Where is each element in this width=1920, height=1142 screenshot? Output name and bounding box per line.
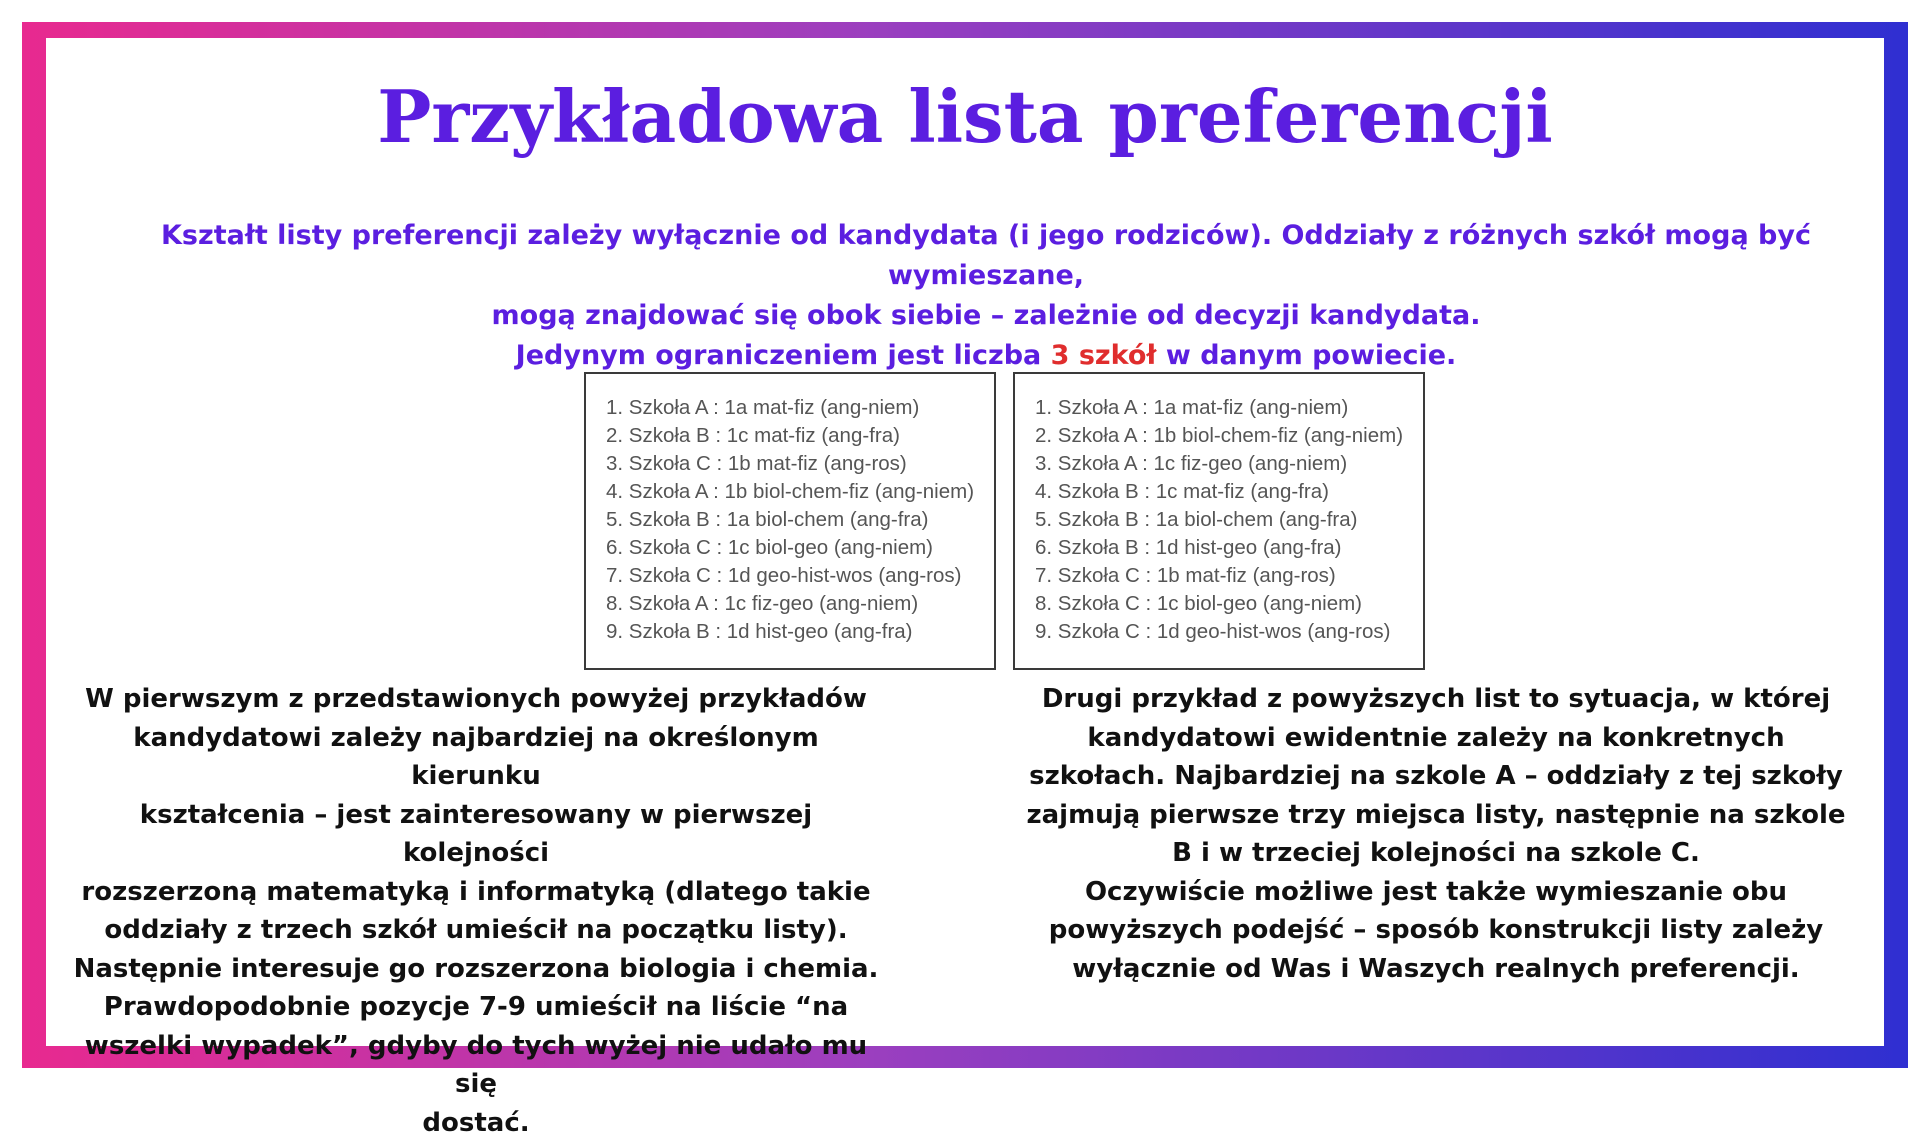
list-item: 6. Szkoła C : 1c biol-geo (ang-niem) xyxy=(586,534,994,562)
preference-list-left xyxy=(584,372,996,670)
slide-title: Przykładowa lista preferencji xyxy=(46,74,1884,159)
list-item: 8. Szkoła C : 1c biol-geo (ang-niem) xyxy=(1015,590,1423,618)
paragraph-line: kandydatowi zależy najbardziej na określonym kierunku xyxy=(66,719,886,796)
intro-text xyxy=(86,216,1886,376)
list-item: 1. Szkoła A : 1a mat-fiz (ang-niem) xyxy=(1015,394,1423,422)
paragraph-line: wszelki wypadek”, gdyby do tych wyżej nie udało mu się xyxy=(66,1027,886,1104)
paragraph-line: kandydatowi ewidentnie zależy na konkretnych xyxy=(1006,719,1866,758)
paragraph-line: Drugi przykład z powyższych list to sytuacja, w której xyxy=(1006,680,1866,719)
preference-list-right xyxy=(1013,372,1425,670)
intro-line-3 xyxy=(86,336,1886,376)
list-item: 7. Szkoła C : 1b mat-fiz (ang-ros) xyxy=(1015,562,1423,590)
paragraph-line: wyłącznie od Was i Waszych realnych preferencji. xyxy=(1006,950,1866,989)
list-item: 9. Szkoła B : 1d hist-geo (ang-fra) xyxy=(586,618,994,646)
paragraph-line: zajmują pierwsze trzy miejsca listy, następnie na szkole xyxy=(1006,796,1866,835)
list-item: 4. Szkoła B : 1c mat-fiz (ang-fra) xyxy=(1015,478,1423,506)
intro-line-3-after: w danym powiecie. xyxy=(1156,340,1456,371)
list-item: 5. Szkoła B : 1a biol-chem (ang-fra) xyxy=(586,506,994,534)
list-item: 2. Szkoła A : 1b biol-chem-fiz (ang-niem) xyxy=(1015,422,1423,450)
list-right-items xyxy=(1015,374,1423,646)
paragraph-line: kształcenia – jest zainteresowany w pierwszej kolejności xyxy=(66,796,886,873)
paragraph-line: dostać. xyxy=(66,1104,886,1142)
intro-line-1: Kształt listy preferencji zależy wyłącznie od kandydata (i jego rodziców). Oddziały z różnych szkół mogą być wymieszane, xyxy=(86,216,1886,296)
paragraph-line: Następnie interesuje go rozszerzona biologia i chemia. xyxy=(66,950,886,989)
list-item: 3. Szkoła C : 1b mat-fiz (ang-ros) xyxy=(586,450,994,478)
explanation-left xyxy=(66,680,886,1142)
paragraph-line: oddziały z trzech szkół umieścił na początku listy). xyxy=(66,911,886,950)
list-item: 3. Szkoła A : 1c fiz-geo (ang-niem) xyxy=(1015,450,1423,478)
gradient-frame xyxy=(22,22,1908,1068)
intro-line-2: mogą znajdować się obok siebie – zależnie od decyzji kandydata. xyxy=(86,296,1886,336)
paragraph-line: B i w trzeciej kolejności na szkole C. xyxy=(1006,834,1866,873)
list-item: 2. Szkoła B : 1c mat-fiz (ang-fra) xyxy=(586,422,994,450)
paragraph-line: powyższych podejść – sposób konstrukcji listy zależy xyxy=(1006,911,1866,950)
list-item: 8. Szkoła A : 1c fiz-geo (ang-niem) xyxy=(586,590,994,618)
explanation-right xyxy=(1006,680,1866,988)
list-item: 9. Szkoła C : 1d geo-hist-wos (ang-ros) xyxy=(1015,618,1423,646)
paragraph-line: W pierwszym z przedstawionych powyżej przykładów xyxy=(66,680,886,719)
paragraph-line: Prawdopodobnie pozycje 7-9 umieścił na liście “na xyxy=(66,988,886,1027)
paragraph-line: rozszerzoną matematyką i informatyką (dlatego takie xyxy=(66,873,886,912)
paragraph-line: Oczywiście możliwe jest także wymieszanie obu xyxy=(1006,873,1866,912)
intro-highlight: 3 szkół xyxy=(1051,340,1157,371)
intro-line-3-before: Jedynym ograniczeniem jest liczba xyxy=(516,340,1051,371)
list-item: 4. Szkoła A : 1b biol-chem-fiz (ang-niem) xyxy=(586,478,994,506)
list-item: 7. Szkoła C : 1d geo-hist-wos (ang-ros) xyxy=(586,562,994,590)
list-left-items xyxy=(586,374,994,646)
list-item: 6. Szkoła B : 1d hist-geo (ang-fra) xyxy=(1015,534,1423,562)
list-item: 5. Szkoła B : 1a biol-chem (ang-fra) xyxy=(1015,506,1423,534)
paragraph-line: szkołach. Najbardziej na szkole A – oddziały z tej szkoły xyxy=(1006,757,1866,796)
slide-canvas xyxy=(46,38,1884,1046)
list-item: 1. Szkoła A : 1a mat-fiz (ang-niem) xyxy=(586,394,994,422)
